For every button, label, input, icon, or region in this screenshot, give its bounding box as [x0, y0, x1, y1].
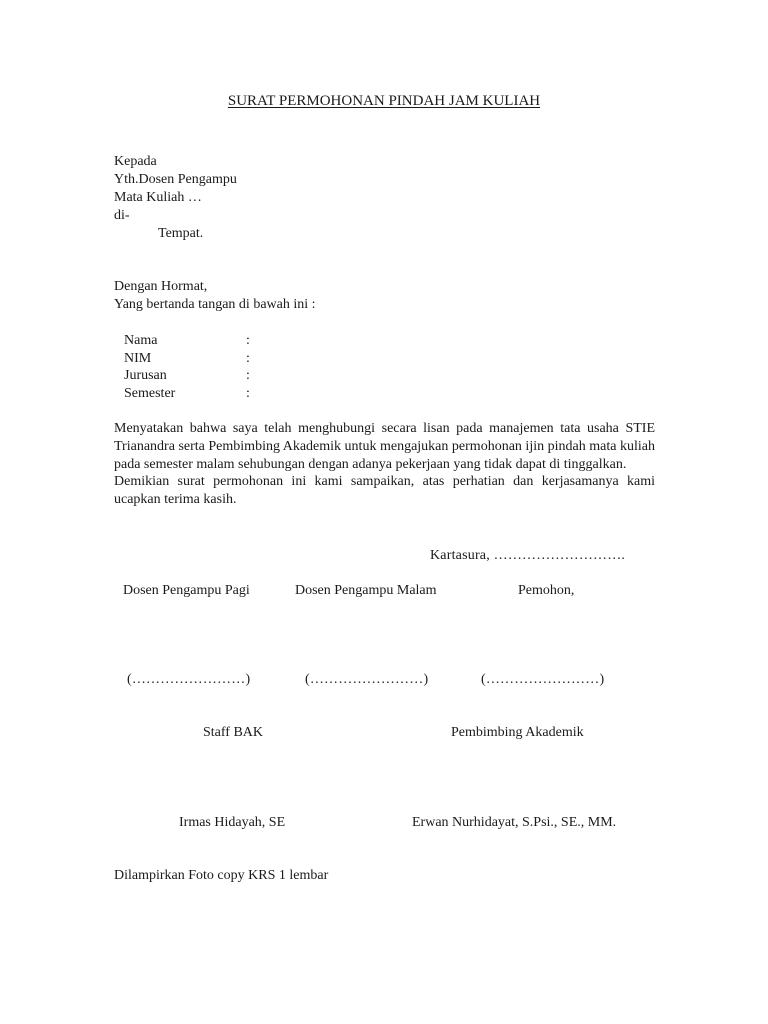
signer-name-staff-bak: Irmas Hidayah, SE — [179, 815, 286, 830]
field-label-jurusan: Jurusan — [124, 368, 167, 383]
place-date: Kartasura, ………………………. — [430, 548, 626, 563]
signer-title-pemohon: Pemohon, — [518, 583, 575, 598]
signature-blank-dosen-malam: (……………………) — [305, 672, 429, 687]
signer-title-dosen-malam: Dosen Pengampu Malam — [295, 583, 437, 598]
field-separator: : — [246, 333, 250, 348]
signer-title-dosen-pagi: Dosen Pengampu Pagi — [123, 583, 250, 598]
intro-line: Yang bertanda tangan di bawah ini : — [114, 297, 316, 312]
document-title: SURAT PERMOHONAN PINDAH JAM KULIAH — [227, 93, 541, 109]
address-di: di- — [114, 208, 130, 223]
body-paragraph-closing: Demikian surat permohonan ini kami sampaikan, atas perhatian dan kerjasamanya kami ucapkan terima kasih. — [114, 474, 655, 508]
field-separator: : — [246, 351, 250, 366]
body-paragraph-statement: Menyatakan bahwa saya telah menghubungi secara lisan pada manajemen tata usaha STIE Trianandra serta Pembimbing Akademik untuk mengajukan permohonan ijin pindah mata kuliah pada semester malam sehubungan dengan adanya pekerjaan yang tidak dapat di tinggalkan. — [114, 421, 655, 472]
address-place: Tempat. — [158, 226, 204, 241]
salutation: Dengan Hormat, — [114, 279, 208, 294]
body-text — [114, 420, 655, 509]
signature-blank-pemohon: (……………………) — [481, 672, 605, 687]
address-kepada: Kepada — [114, 154, 157, 169]
signer-name-pembimbing: Erwan Nurhidayat, S.Psi., SE., MM. — [412, 815, 617, 830]
address-recipient: Yth.Dosen Pengampu — [114, 172, 237, 187]
field-label-nim: NIM — [124, 351, 152, 366]
signature-blank-dosen-pagi: (……………………) — [127, 672, 251, 687]
field-separator: : — [246, 368, 250, 383]
signer-title-staff-bak: Staff BAK — [203, 725, 264, 740]
field-separator: : — [246, 386, 250, 401]
field-label-semester: Semester — [124, 386, 176, 401]
attachment-note: Dilampirkan Foto copy KRS 1 lembar — [114, 868, 329, 883]
signer-title-pembimbing: Pembimbing Akademik — [451, 725, 584, 740]
address-course: Mata Kuliah … — [114, 190, 202, 205]
field-label-nama: Nama — [124, 333, 158, 348]
